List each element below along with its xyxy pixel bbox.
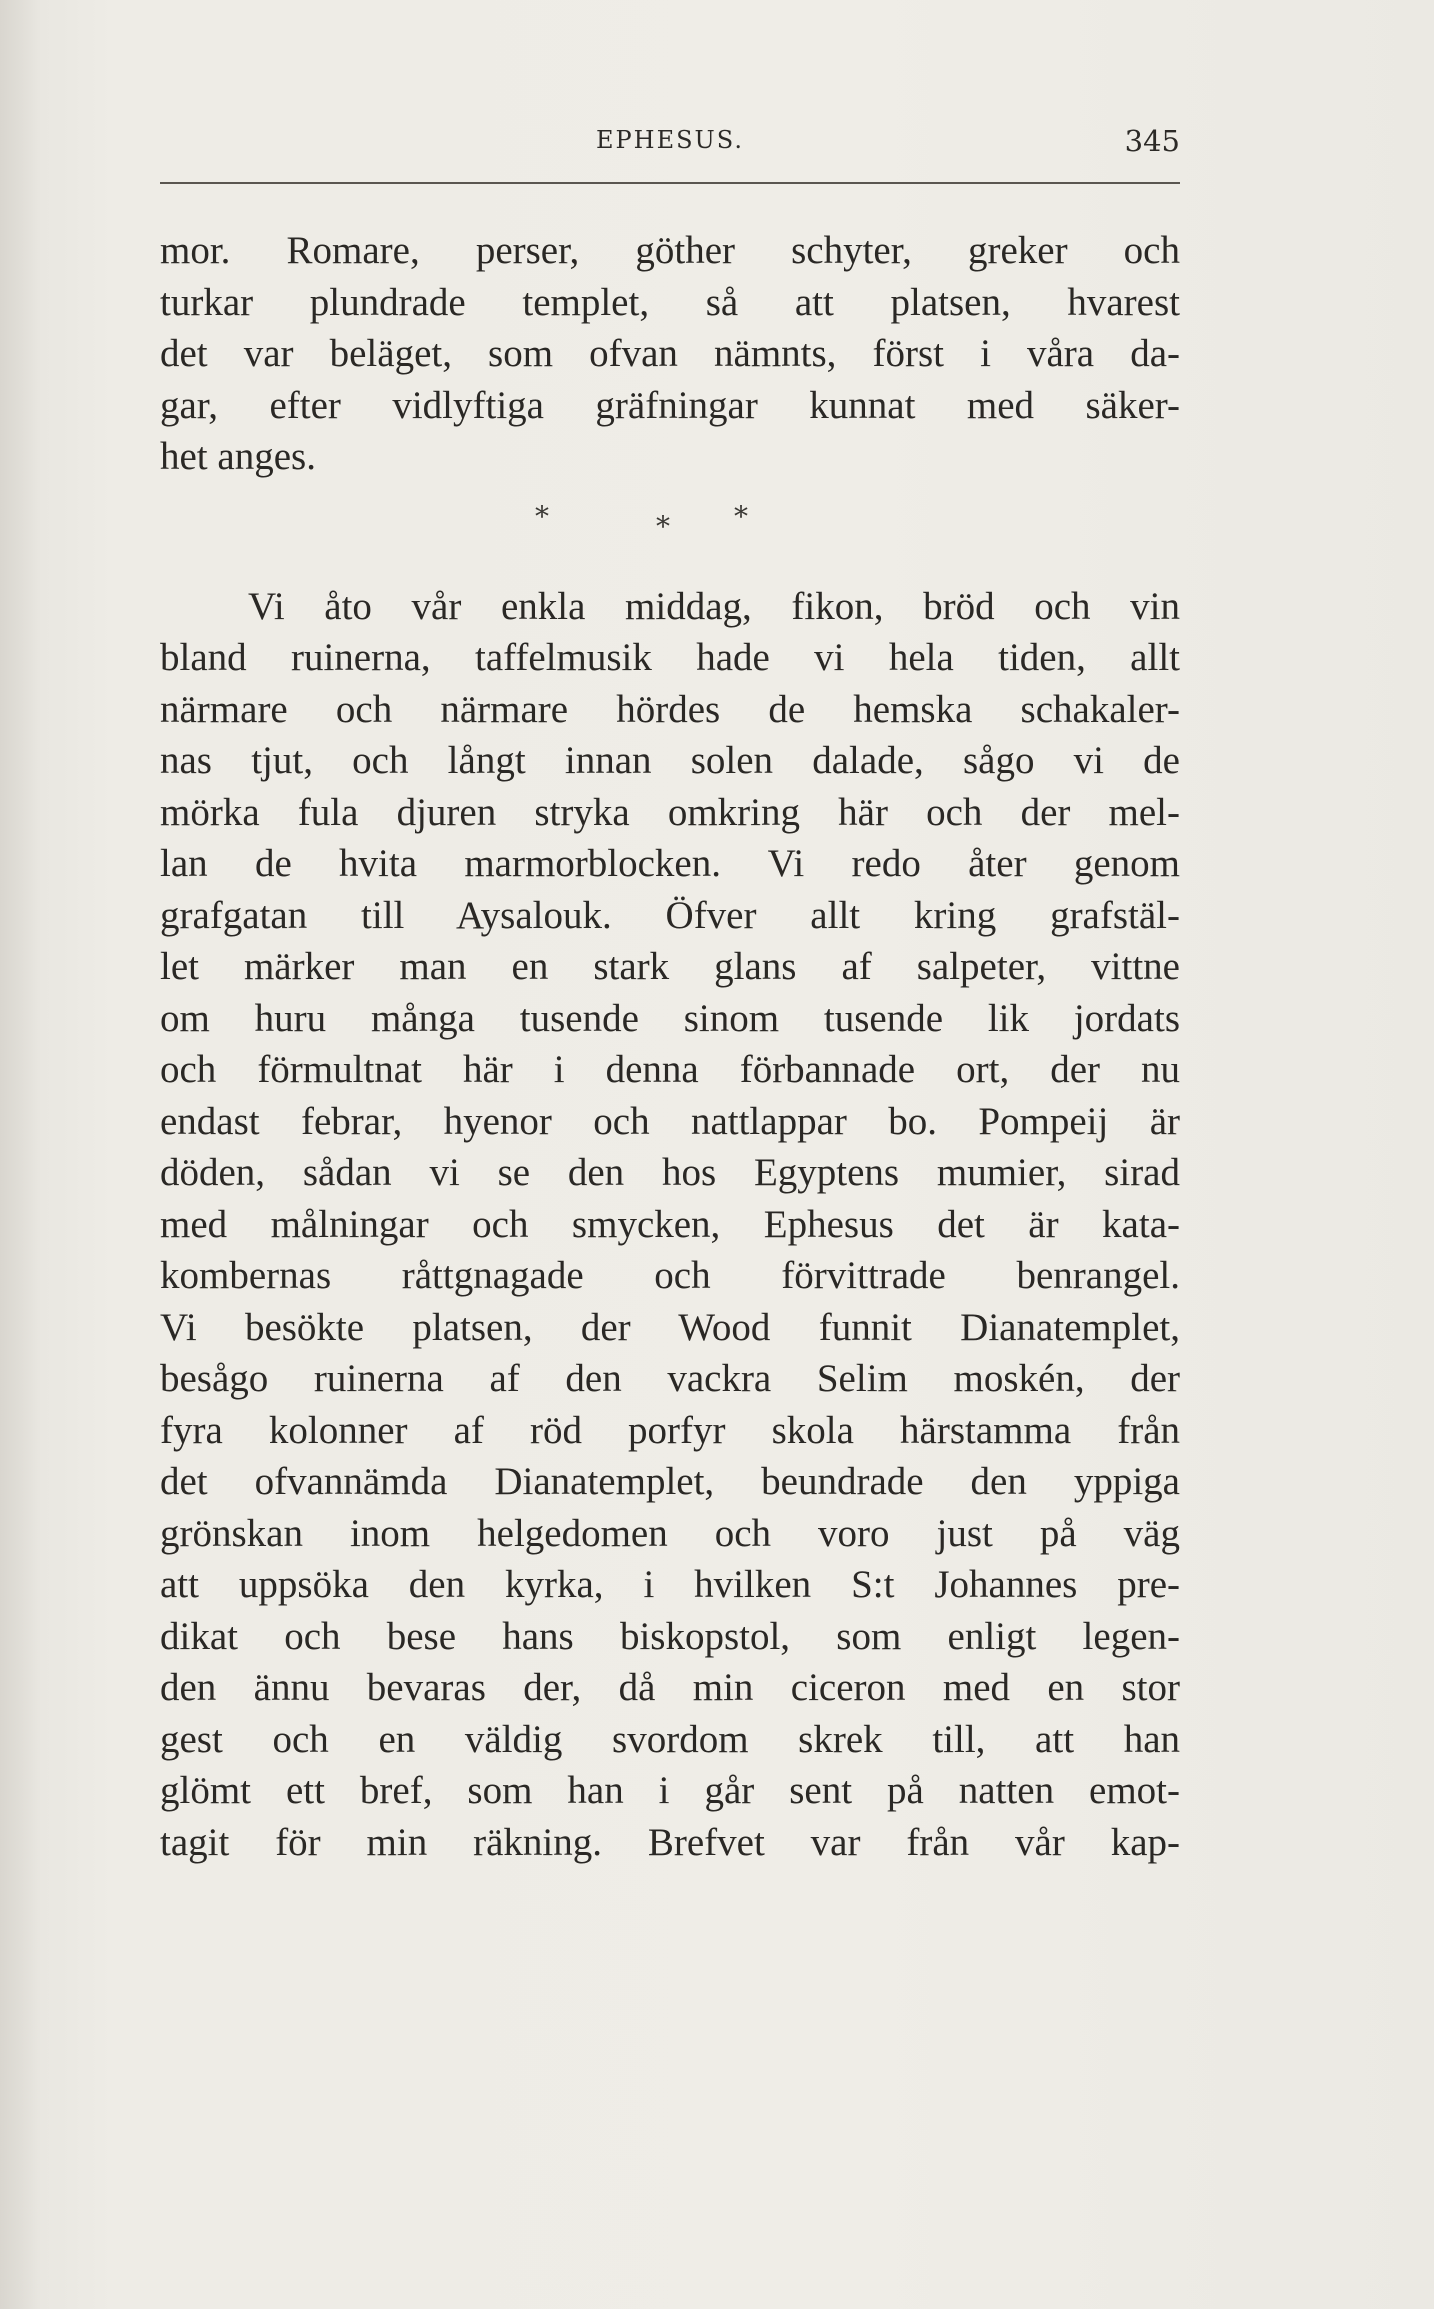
paragraph-2 (160, 581, 1180, 1869)
asterism-center: * (656, 509, 670, 543)
text-line: let märker man en stark glans af salpeter, vittne (160, 945, 1180, 988)
text-line: mor. Romare, perser, göther schyter, greker och (160, 229, 1180, 272)
text-line: Vi åto vår enkla middag, fikon, bröd och vin (248, 584, 1180, 628)
text-line: Vi besökte platsen, der Wood funnit Dianatemplet, (160, 1305, 1180, 1349)
asterism-right: * (734, 499, 748, 533)
body-text (160, 225, 1180, 1868)
running-head: EPHESUS. (596, 126, 744, 154)
text-line: mörka fula djuren stryka omkring här och der mel- (160, 790, 1180, 834)
text-line: närmare och närmare hördes de hemska schakaler- (160, 687, 1180, 731)
text-line: tagit för min räkning. Brefvet var från vår kap- (160, 1820, 1180, 1864)
text-line: besågo ruinerna af den vackra Selim moskén, der (160, 1357, 1180, 1400)
text-line: med målningar och smycken, Ephesus det är kata- (160, 1202, 1180, 1246)
text-line: glömt ett bref, som han i går sent på natten emot- (160, 1769, 1180, 1812)
text-line: nas tjut, och långt innan solen dalade, sågo vi de (160, 739, 1180, 782)
text-line: gar, efter vidlyftiga gräfningar kunnat med säker- (160, 383, 1180, 427)
text-line: grafgatan till Aysalouk. Öfver allt kring grafstäl- (160, 893, 1180, 937)
asterism-left: * (535, 499, 549, 533)
text-line: och förmultnat här i denna förbannade ort, der nu (160, 1048, 1180, 1091)
text-line: döden, sådan vi se den hos Egyptens mumier, sirad (160, 1151, 1180, 1194)
page-number: 345 (1124, 124, 1180, 158)
text-line: turkar plundrade templet, så att platsen, hvarest (160, 280, 1180, 324)
text-line: det var beläget, som ofvan nämnts, först i våra da- (160, 332, 1180, 375)
text-line: kombernas råttgnagade och förvittrade benrangel. (160, 1254, 1180, 1297)
gutter-shadow (0, 0, 40, 2309)
section-break (160, 483, 1180, 581)
page-header (160, 118, 1180, 184)
text-line: bland ruinerna, taffelmusik hade vi hela tiden, allt (160, 636, 1180, 679)
text-line: om huru många tusende sinom tusende lik jordats (160, 996, 1180, 1040)
text-line: gest och en väldig svordom skrek till, att han (160, 1717, 1180, 1761)
text-line: att uppsöka den kyrka, i hvilken S:t Johannes pre- (160, 1563, 1180, 1606)
text-line: lan de hvita marmorblocken. Vi redo åter genom (160, 842, 1180, 885)
text-line: dikat och bese hans biskopstol, som enligt legen- (160, 1614, 1180, 1658)
text-line: endast febrar, hyenor och nattlappar bo. Pompeij är (160, 1099, 1180, 1143)
text-line: fyra kolonner af röd porfyr skola härstamma från (160, 1408, 1180, 1452)
paragraph-1 (160, 225, 1180, 483)
text-line: het anges. (160, 435, 316, 478)
text-line: det ofvannämda Dianatemplet, beundrade den yppiga (160, 1460, 1180, 1503)
text-line: den ännu bevaras der, då min ciceron med en stor (160, 1666, 1180, 1709)
text-line: grönskan inom helgedomen och voro just på väg (160, 1511, 1180, 1555)
